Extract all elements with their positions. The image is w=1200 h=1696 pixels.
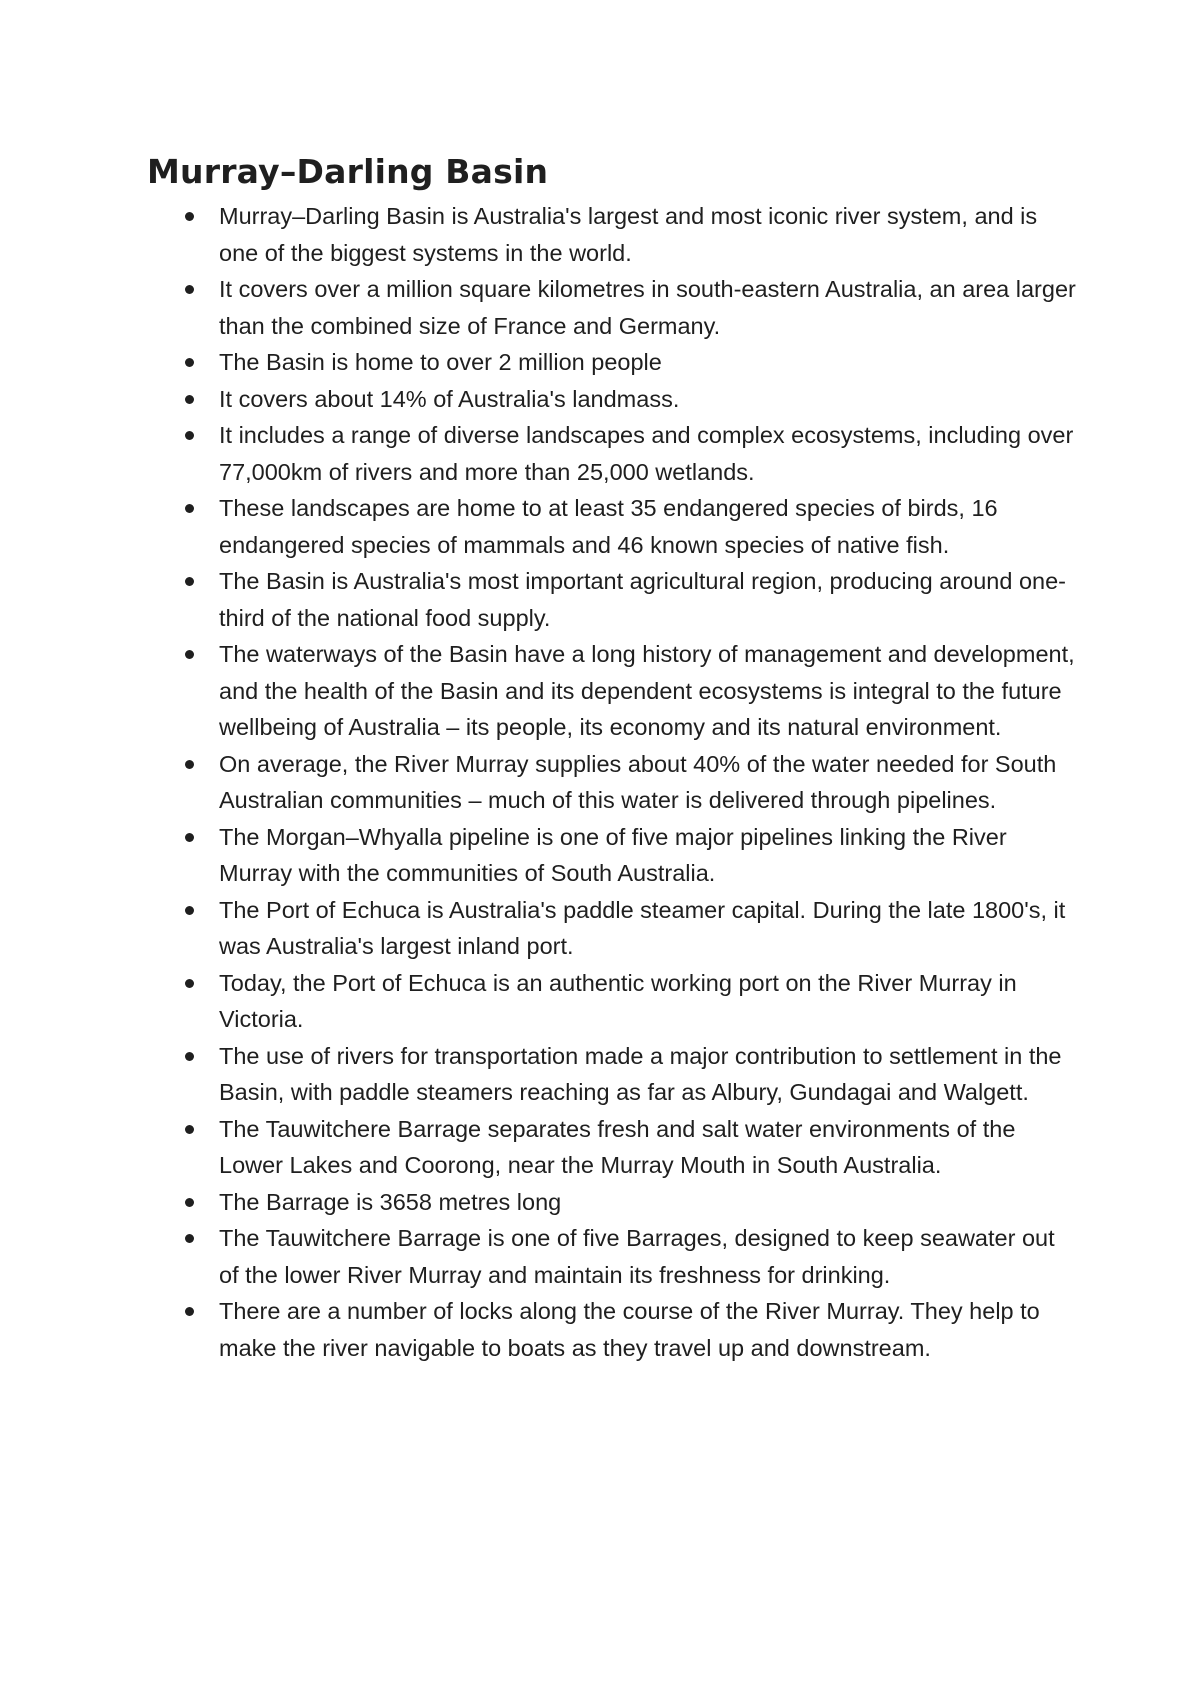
list-item-text: Murray–Darling Basin is Australia's largest and most iconic river system, and is one of the biggest systems in the world. [219, 203, 1038, 266]
list-item-text: The Tauwitchere Barrage separates fresh and salt water environments of the Lower Lakes and Coorong, near the Murray Mouth in South Australia. [219, 1115, 1016, 1178]
bullet-icon [185, 760, 194, 769]
list-item-text: The Port of Echuca is Australia's paddle steamer capital. During the late 1800's, it was Australia's largest inland port. [219, 896, 1066, 959]
bullet-icon [185, 1125, 194, 1134]
list-item [147, 563, 1077, 636]
list-item [147, 381, 1077, 418]
list-item-text: It covers over a million square kilometres in south-eastern Australia, an area larger than the combined size of France and Germany. [219, 276, 1076, 339]
bullet-icon [185, 431, 194, 440]
list-item-text: The use of rivers for transportation made a major contribution to settlement in the Basin, with paddle steamers reaching as far as Albury, Gundagai and Walgett. [219, 1042, 1062, 1105]
list-item-text: The Morgan–Whyalla pipeline is one of five major pipelines linking the River Murray with the communities of South Australia. [219, 823, 1007, 886]
list-item [147, 1184, 1077, 1221]
bullet-icon [185, 1234, 194, 1243]
bullet-icon [185, 395, 194, 404]
bullet-icon [185, 577, 194, 586]
list-item-text: Today, the Port of Echuca is an authentic working port on the River Murray in Victoria. [219, 969, 1017, 1032]
bullet-list [147, 198, 1077, 1366]
list-item-text: The Barrage is 3658 metres long [219, 1188, 562, 1215]
list-item [147, 490, 1077, 563]
list-item [147, 892, 1077, 965]
list-item-text: On average, the River Murray supplies about 40% of the water needed for South Australian communities – much of this water is delivered through pipelines. [219, 750, 1057, 813]
bullet-icon [185, 906, 194, 915]
list-item [147, 819, 1077, 892]
list-item-text: The Basin is Australia's most important agricultural region, producing around one-third of the national food supply. [219, 568, 1067, 631]
bullet-icon [185, 504, 194, 513]
list-item [147, 344, 1077, 381]
bullet-icon [185, 1307, 194, 1316]
list-item [147, 198, 1077, 271]
page-title: Murray–Darling Basin [147, 152, 549, 191]
document-body [147, 150, 1077, 1366]
list-item [147, 636, 1077, 746]
list-item [147, 965, 1077, 1038]
list-item [147, 1293, 1077, 1366]
list-item [147, 417, 1077, 490]
list-item-text: These landscapes are home to at least 35 endangered species of birds, 16 endangered species of mammals and 46 known species of native fish. [219, 495, 998, 558]
list-item-text: There are a number of locks along the course of the River Murray. They help to make the river navigable to boats as they travel up and downstream. [219, 1298, 1040, 1361]
bullet-icon [185, 979, 194, 988]
bullet-icon [185, 833, 194, 842]
bullet-icon [185, 212, 194, 221]
list-item-text: The Basin is home to over 2 million people [219, 349, 662, 375]
list-item-text: The Tauwitchere Barrage is one of five Barrages, designed to keep seawater out of the lower River Murray and maintain its freshness for drinking. [219, 1225, 1055, 1288]
list-item-text: The waterways of the Basin have a long history of management and development, and the health of the Basin and its dependent ecosystems is integral to the future wellbeing of Australia – its people, its economy and its natural environment. [219, 641, 1075, 740]
list-item [147, 1111, 1077, 1184]
bullet-icon [185, 1052, 194, 1061]
bullet-icon [185, 358, 194, 367]
list-item-text: It covers about 14% of Australia's landmass. [219, 385, 680, 412]
list-item-text: It includes a range of diverse landscapes and complex ecosystems, including over 77,000km of rivers and more than 25,000 wetlands. [219, 422, 1074, 485]
bullet-icon [185, 285, 194, 294]
bullet-icon [185, 650, 194, 659]
list-item [147, 271, 1077, 344]
list-item [147, 746, 1077, 819]
list-item [147, 1038, 1077, 1111]
list-item [147, 1220, 1077, 1293]
bullet-icon [185, 1198, 194, 1207]
